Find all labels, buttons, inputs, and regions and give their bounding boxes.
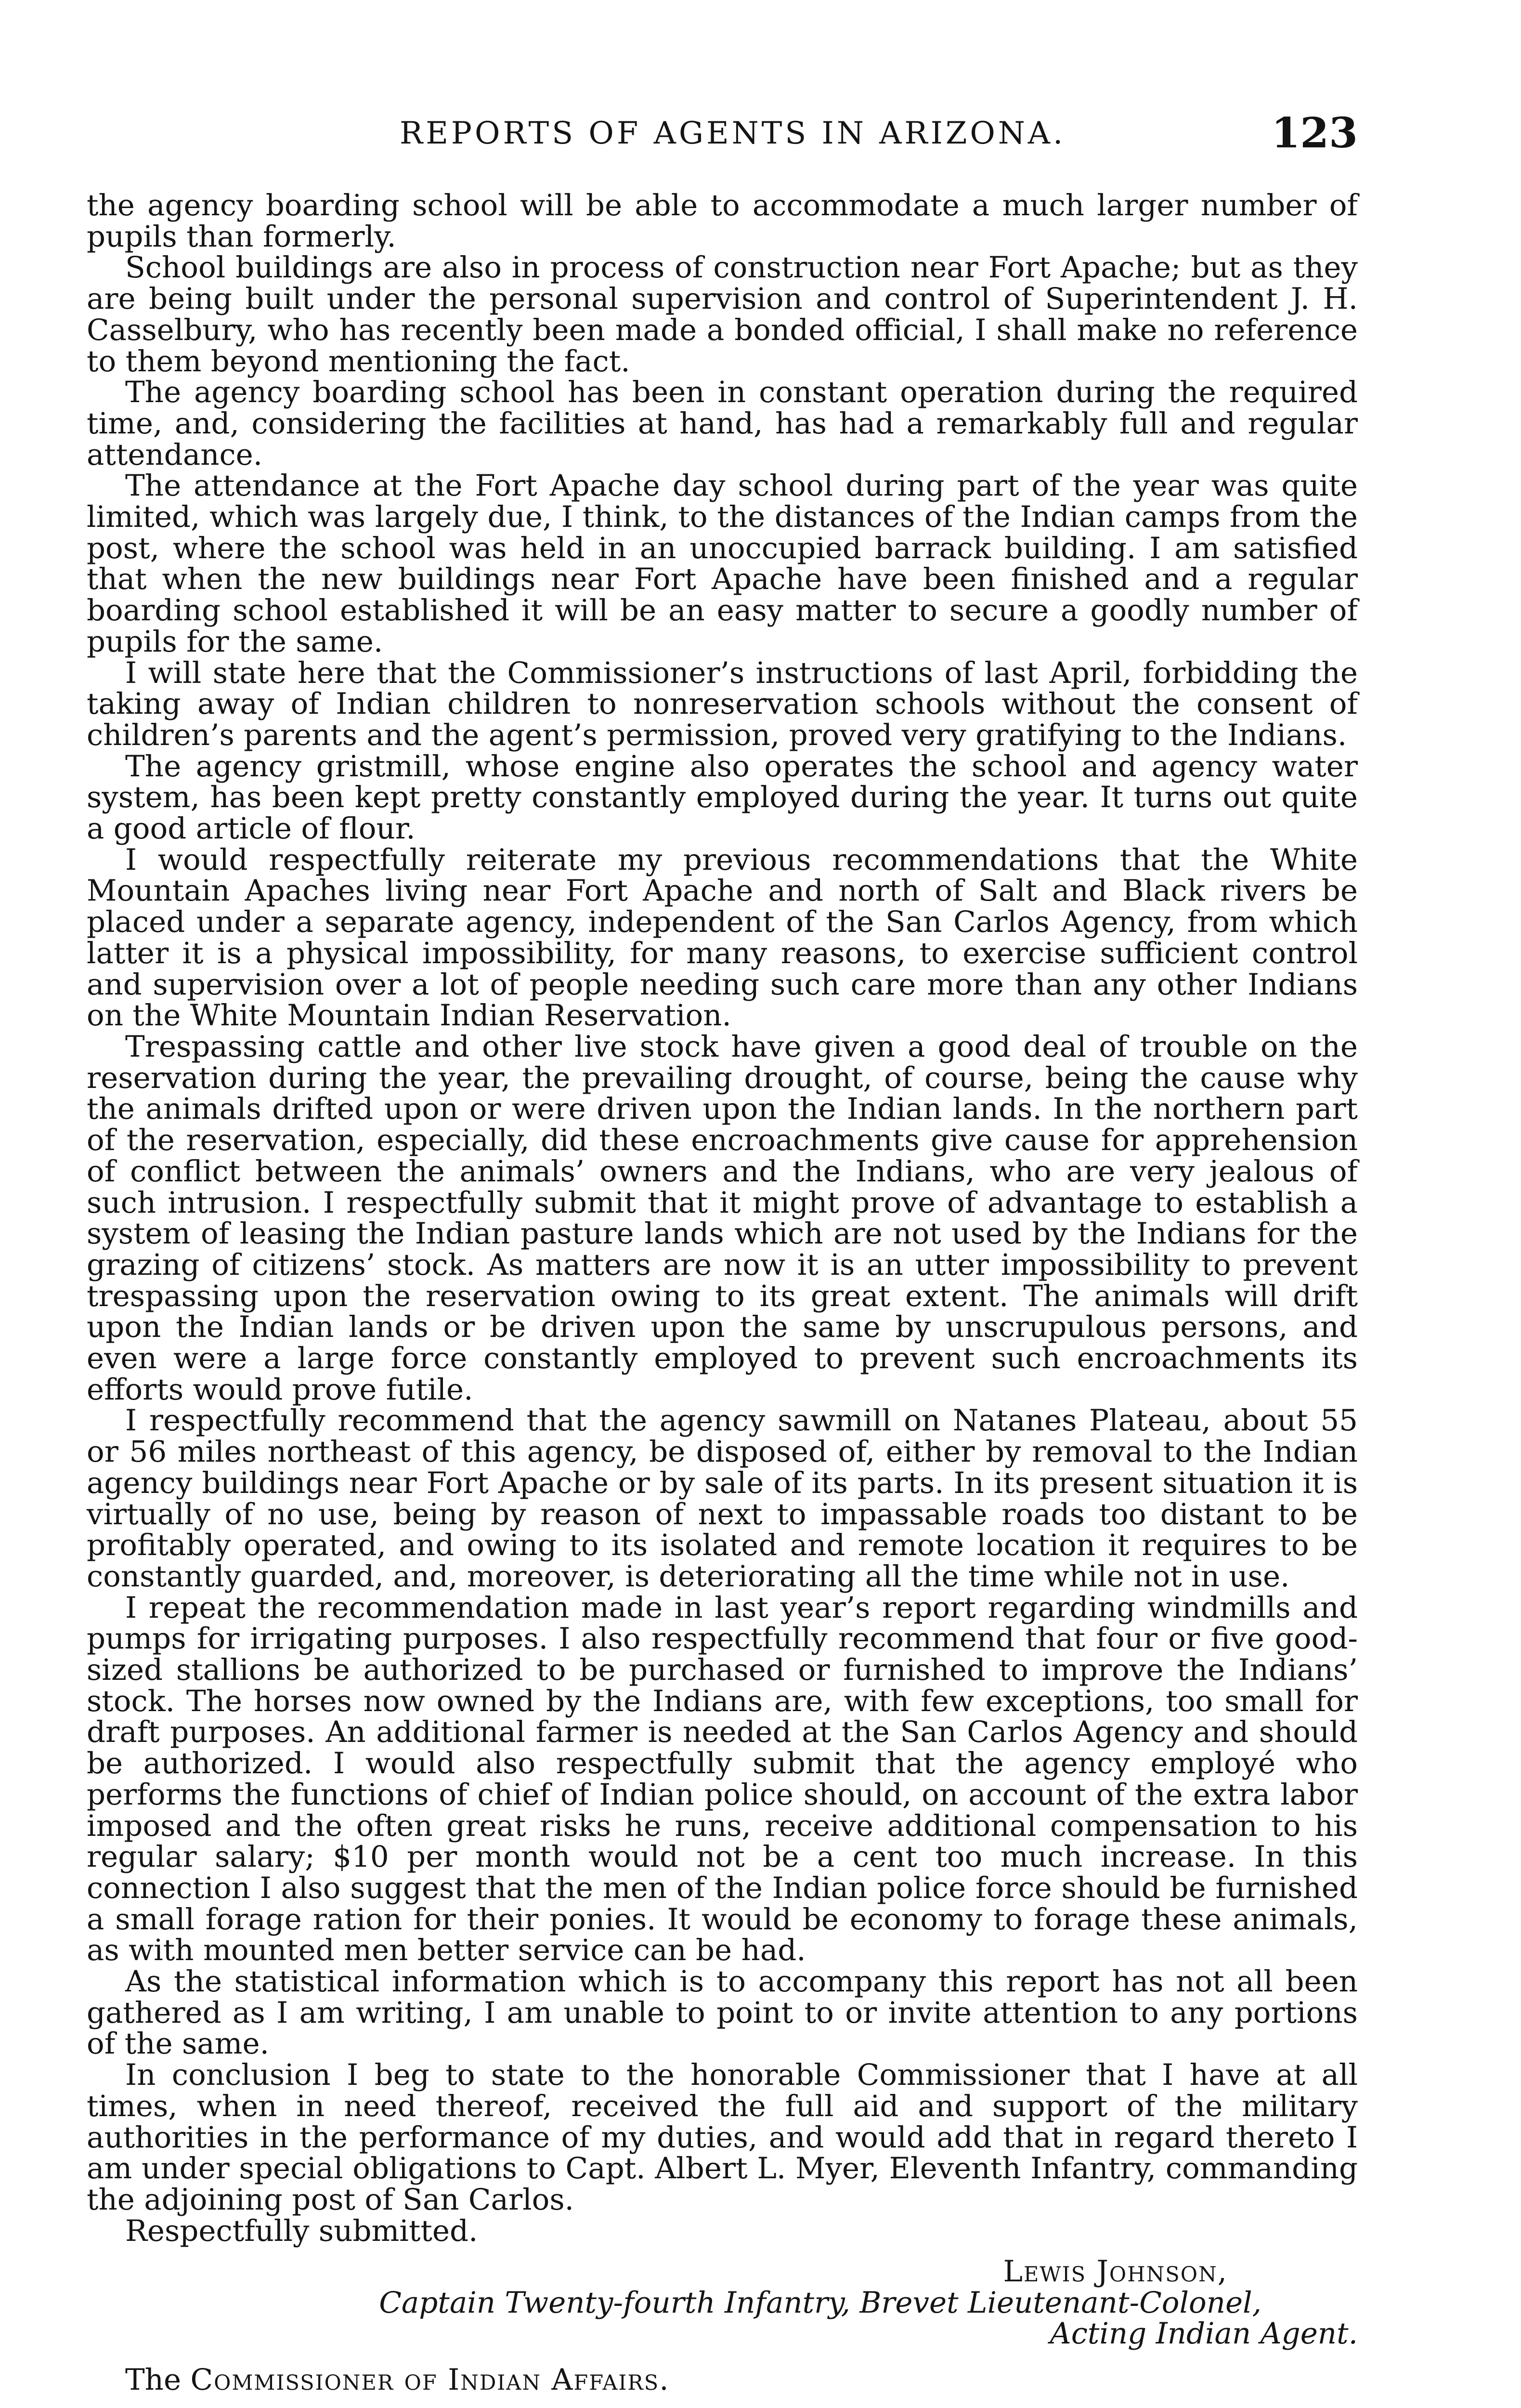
addressee <box>125 2365 1281 2396</box>
signature-block <box>87 2256 1358 2350</box>
body-text <box>87 190 1358 2247</box>
paragraph-commissioner-instructions: I will state here that the Commissioner’s instructions of last April, forbidding the taking away of Indian children to nonreservation schools without the consent of children’s parents and the agent’s permission, proved very gratifying to the Indians. <box>87 655 1358 752</box>
running-header-title: REPORTS OF AGENTS IN ARIZONA. <box>400 116 1066 151</box>
paragraph-conclusion: In conclusion I beg to state to the honorable Commissioner that I have at all times, when in need thereof, received the full aid and support of the military authorities in the performance of my duties, and would add that in regard thereto I am under special obligations to Capt. Albert L. Myer, Eleventh Infantry, commanding the adjoining post of San Carlos. <box>87 2058 1358 2217</box>
paragraph-statistical-information: As the statistical information which is to accompany this report has not all been gathered as I am writing, I am unable to point to or invite attention to any portions of the same. <box>87 1964 1358 2061</box>
running-header <box>87 109 1358 159</box>
paragraph-recommendations: I repeat the recommendation made in last year’s report regarding windmills and pumps for irrigating purposes. I also respectfully recommend that four or five good-sized stallions be authorized to be purchased or furnished to improve the Indians’ stock. The horses now owned by the Indians are, with few exceptions, too small for draft purposes. An additional farmer is needed at the San Carlos Agency and should be authorized. I would also respectfully submit that the agency employé who performs the functions of chief of Indian police should, on account of the extra labor imposed and the often great risks he runs, receive additional compensation to his regular salary; $10 per month would not be a cent too much increase. In this connection I also suggest that the men of the Indian police force should be furnished a small forage ration for their ponies. It would be economy to forage these animals, as with mounted men better service can be had. <box>87 1590 1358 1968</box>
paragraph-day-school: The attendance at the Fort Apache day school during part of the year was quite limited, which was largely due, I think, to the distances of the Indian camps from the post, where the school was held in an unoccupied barrack building. I am satisfied that when the new buildings near Fort Apache have been finished and a regular boarding school established it will be an easy matter to secure a goodly number of pupils for the same. <box>87 469 1358 659</box>
signatory-role: Acting Indian Agent. <box>1050 2316 1358 2351</box>
paragraph-continuation: the agency boarding school will be able to accommodate a much larger number of pupils than formerly. <box>87 188 1358 254</box>
paragraph-boarding-school-attendance: The agency boarding school has been in constant operation during the required time, and, considering the facilities at hand, has had a remarkably full and regular attendance. <box>87 375 1358 472</box>
paragraph-sawmill: I respectfully recommend that the agency sawmill on Natanes Plateau, about 55 or 56 miles northeast of this agency, be disposed of, either by removal to the Indian agency buildings near Fort Apache or by sale of its parts. In its present situation it is virtually of no use, being by reason of next to impassable roads too distant to be profitably operated, and owing to its isolated and remote location it requires to be constantly guarded, and, moreover, is deteriorating all the time while not in use. <box>87 1403 1358 1594</box>
addressee-office: Commissioner of Indian Affairs. <box>190 2363 670 2397</box>
paragraph-fort-apache-buildings: School buildings are also in process of construction near Fort Apache; but as they are being built under the personal supervision and control of Superintendent J. H. Casselbury, who has recently been made a bonded official, I shall make no reference to them beyond mentioning the fact. <box>87 250 1358 379</box>
closing-line: Respectfully submitted. <box>125 2213 478 2248</box>
signatory-title: Captain Twenty-fourth Infantry, Brevet Lieutenant-Colonel, <box>379 2285 1261 2320</box>
paragraph-separate-agency: I would respectfully reiterate my previous recommendations that the White Mountain Apaches living near Fort Apache and north of Salt and Black rivers be placed under a separate agency, independent of the San Carlos Agency, from which latter it is a physical impossibility, for many reasons, to exercise sufficient control and supervision over a lot of people needing such care more than any other Indians on the White Mountain Indian Reservation. <box>87 842 1358 1033</box>
paragraph-gristmill: The agency gristmill, whose engine also operates the school and agency water system, has been kept pretty constantly employed during the year. It turns out quite a good article of flour. <box>87 749 1358 846</box>
signatory-name: Lewis Johnson, <box>1003 2254 1228 2289</box>
addressee-prefix: The <box>125 2363 182 2397</box>
page-number: 123 <box>1271 109 1358 157</box>
paragraph-trespassing-cattle: Trespassing cattle and other live stock have given a good deal of trouble on the reservation during the year, the prevailing drought, of course, being the cause why the animals drifted upon or were driven upon the Indian lands. In the northern part of the reservation, especially, did these encroachments give cause for apprehension of conflict between the animals’ owners and the Indians, who are very jealous of such intrusion. I respectfully submit that it might prove of advantage to establish a system of leasing the Indian pasture lands which are not used by the Indians for the grazing of citizens’ stock. As matters are now it is an utter impossibility to prevent trespassing upon the reservation owing to its great extent. The animals will drift upon the Indian lands or be driven upon the same by unscrupulous persons, and even were a large force constantly employed to prevent such encroachments its efforts would prove futile. <box>87 1029 1358 1407</box>
